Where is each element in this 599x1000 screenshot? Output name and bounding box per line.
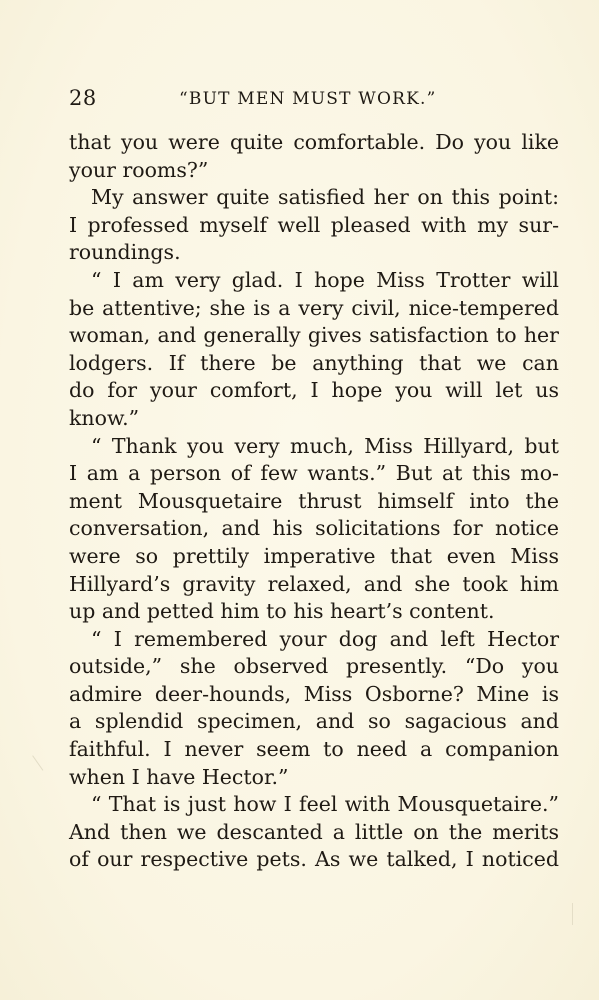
text-line: ment Mousquetaire thrust himself into the [69,488,559,513]
text-line: I professed myself well pleased with my sur- [69,212,559,237]
text-line: “ I remembered your dog and left Hector [91,626,559,651]
text-line: be attentive; she is a very civil, nice-tempered [69,295,559,320]
text-line: faithful. I never seem to need a companion [69,737,559,762]
text-line: that you were quite comfortable. Do you like [69,130,559,154]
text-line: admire deer-hounds, Miss Osborne? Mine is [69,681,559,706]
text-line: woman, and generally gives satisfaction to her [69,323,559,348]
text-line: up and petted him to his heart’s content. [69,599,495,624]
body-text [69,129,559,874]
page-header [69,86,559,116]
running-head: “BUT MEN MUST WORK.” [179,89,437,109]
text-line: know.” [69,405,140,430]
text-line: a splendid specimen, and so sagacious and [69,709,559,734]
text-line: I am a person of few wants.” But at this mo- [69,461,559,486]
text-line: your rooms?” [69,157,209,182]
text-line: when I have Hector.” [69,764,289,789]
paper-blemish [572,903,575,925]
text-line: “ That is just how I feel with Mousquetaire.” [91,792,559,817]
text-line: were so prettily imperative that even Miss [69,543,559,568]
text-line: conversation, and his solicitations for notice [69,516,559,541]
paper-blemish [32,747,55,770]
page-number: 28 [69,86,97,110]
text-line: And then we descanted a little on the merits [69,819,559,844]
text-line: “ I am very glad. I hope Miss Trotter will [91,267,559,292]
text-line: lodgers. If there be anything that we can [69,350,559,375]
text-line: “ Thank you very much, Miss Hillyard, but [91,433,559,458]
text-line: roundings. [69,240,181,265]
text-line: My answer quite satisfied her on this point: [91,185,559,210]
text-line: do for your comfort, I hope you will let us [69,378,559,403]
text-line: Hillyard’s gravity relaxed, and she took him [69,571,559,596]
text-line: of our respective pets. As we talked, I noticed [69,847,559,872]
text-line: outside,” she observed presently. “Do you [69,654,559,679]
